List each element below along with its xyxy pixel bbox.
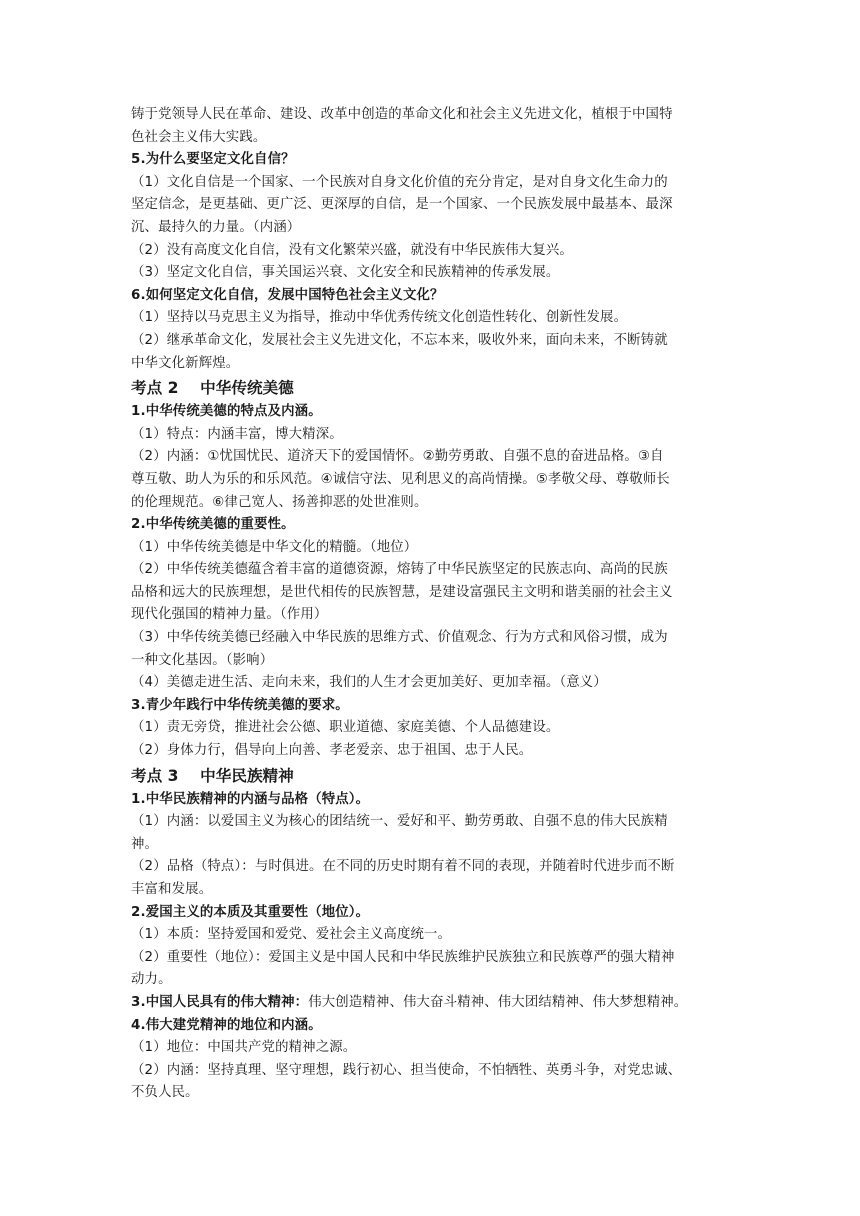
paragraph-line: （2）重要性（地位）：爱国主义是中国人民和中华民族维护民族独立和民族尊严的强大精神 bbox=[131, 949, 675, 965]
paragraph-line: （1）地位：中国共产党的精神之源。 bbox=[131, 1040, 357, 1056]
question-heading: 1.中华民族精神的内涵与品格（特点）。 bbox=[131, 791, 370, 807]
paragraph-line: （1）中华传统美德是中华文化的精髓。（地位） bbox=[131, 539, 418, 555]
paragraph-line: 不负人民。 bbox=[131, 1085, 199, 1101]
paragraph-line: （3）中华传统美德已经融入中华民族的思维方式、价值观念、行为方式和风俗习惯，成为 bbox=[131, 630, 668, 646]
paragraph-line: 坚定信念，是更基础、更广泛、更深厚的自信，是一个国家、一个民族发展中最基本、最深 bbox=[131, 197, 673, 213]
paragraph-line: 神。 bbox=[131, 836, 159, 852]
inline-bold-label: 3.中国人民具有的伟大精神： bbox=[131, 994, 309, 1010]
paragraph-line: 一种文化基因。（影响） bbox=[131, 652, 274, 668]
question-heading: 6.如何坚定文化自信，发展中国特色社会主义文化？ bbox=[131, 287, 444, 303]
question-heading: 2.中华传统美德的重要性。 bbox=[131, 517, 295, 533]
question-heading: 5.为什么要坚定文化自信？ bbox=[131, 152, 295, 168]
paragraph-line: （1）坚持以马克思主义为指导，推动中华优秀传统文化创造性转化、创新性发展。 bbox=[131, 310, 628, 326]
question-heading: 3.青少年践行中华传统美德的要求。 bbox=[131, 697, 349, 713]
paragraph-line: 沉、最持久的力量。（内涵） bbox=[131, 219, 301, 235]
paragraph-line: （1）特点：内涵丰富，博大精深。 bbox=[131, 426, 343, 442]
paragraph-line: （2）身体力行，倡导向上向善、孝老爱亲、忠于祖国、忠于人民。 bbox=[131, 743, 533, 759]
paragraph-line: （2）内涵：①忧国忧民、道济天下的爱国情怀。②勤劳勇敢、自强不息的奋进品格。③自 bbox=[131, 449, 664, 465]
paragraph-line: 品格和远大的民族理想，是世代相传的民族智慧，是建设富强民主文明和谐美丽的社会主义 bbox=[131, 584, 673, 600]
document-body bbox=[131, 104, 733, 1105]
paragraph-line: 铸于党领导人民在革命、建设、改革中创造的革命文化和社会主义先进文化，植根于中国特 bbox=[131, 107, 673, 122]
paragraph-line: 的伦理规范。⑥律己宽人、扬善抑恶的处世准则。 bbox=[131, 494, 428, 510]
paragraph-line: （2）继承革命文化，发展社会主义先进文化，不忘本来，吸收外来，面向未来，不断铸就 bbox=[131, 332, 668, 348]
paragraph-line: （1）文化自信是一个国家、一个民族对自身文化价值的充分肯定，是对自身文化生命力的 bbox=[131, 174, 668, 190]
question-heading: 1.中华传统美德的特点及内涵。 bbox=[131, 404, 322, 420]
question-heading: 2.爱国主义的本质及其重要性（地位）。 bbox=[131, 904, 370, 920]
paragraph-line: 尊互敬、助人为乐的和乐风范。④诚信守法、见利思义的高尚情操。⑤孝敬父母、尊敬师长 bbox=[131, 471, 670, 487]
paragraph-line: 动力。 bbox=[131, 972, 172, 988]
paragraph-line bbox=[131, 992, 733, 1015]
paragraph-line: （1）内涵：以爱国主义为核心的团结统一、爱好和平、勤劳勇敢、自强不息的伟大民族精 bbox=[131, 814, 668, 830]
paragraph-line: （4）美德走进生活、走向未来，我们的人生才会更加美好、更加幸福。（意义） bbox=[131, 675, 607, 691]
paragraph-line: 色社会主义伟大实践。 bbox=[131, 129, 267, 145]
paragraph-line: （2）中华传统美德蕴含着丰富的道德资源，熔铸了中华民族坚定的民族志向、高尚的民族 bbox=[131, 562, 668, 578]
question-heading: 4.伟大建党精神的地位和内涵。 bbox=[131, 1017, 322, 1033]
paragraph-line: （1）责无旁贷，推进社会公德、职业道德、家庭美德、个人品德建设。 bbox=[131, 720, 560, 736]
inline-text: 伟大创造精神、伟大奋斗精神、伟大团结精神、伟大梦想精神。 bbox=[308, 994, 688, 1010]
paragraph-line: 现代化强国的精神力量。（作用） bbox=[131, 607, 328, 623]
paragraph-line: （2）内涵：坚持真理、坚守理想，践行初心、担当使命，不怕牺牲、英勇斗争，对党忠诚、 bbox=[131, 1062, 682, 1078]
paragraph-line: （2）品格（特点）：与时俱进。在不同的历史时期有着不同的表现，并随着时代进步而不断 bbox=[131, 859, 675, 875]
section-heading: 考点 3 中华民族精神 bbox=[131, 766, 294, 785]
paragraph-line: 丰富和发展。 bbox=[131, 882, 213, 897]
paragraph-line: 中华文化新辉煌。 bbox=[131, 355, 240, 371]
paragraph-line: （2）没有高度文化自信，没有文化繁荣兴盛，就没有中华民族伟大复兴。 bbox=[131, 242, 573, 258]
paragraph-line: （1）本质：坚持爱国和爱党、爱社会主义高度统一。 bbox=[131, 927, 452, 943]
section-heading: 考点 2 中华传统美德 bbox=[131, 379, 294, 398]
paragraph-line: （3）坚定文化自信，事关国运兴衰、文化安全和民族精神的传承发展。 bbox=[131, 265, 560, 281]
